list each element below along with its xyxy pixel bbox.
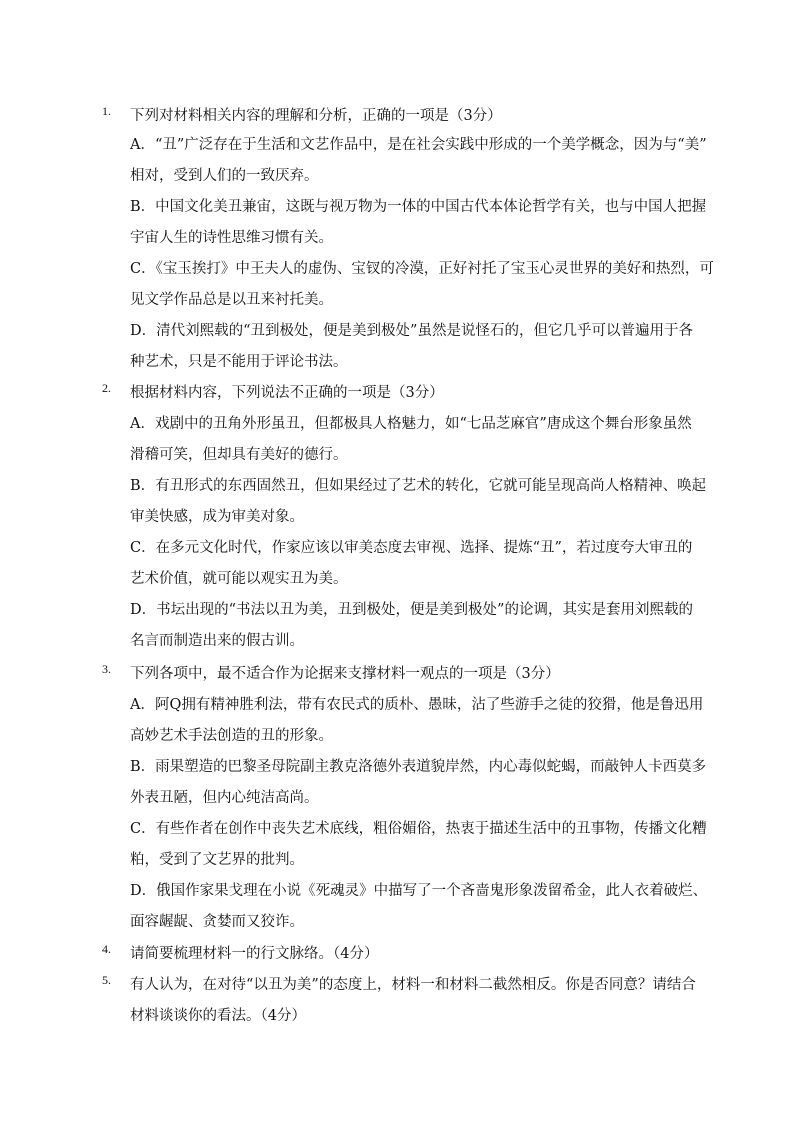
option-line: 宇宙人生的诗性思维习惯有关。	[130, 230, 333, 246]
option-line: D．清代刘熙载的“丑到极处，便是美到极处”虽然是说怪石的，但它几乎可以普遍用于各	[130, 323, 693, 339]
option-c	[130, 254, 715, 316]
option-line: A．阿Q拥有精神胜利法，带有农民式的质朴、愚昧，沾了些游手之徒的狡猾，他是鲁迅用	[130, 697, 704, 713]
option-b	[130, 471, 715, 533]
question-number: 2.	[102, 381, 111, 395]
option-line: 外表丑陋，但内心纯洁高尚。	[130, 790, 319, 806]
option-line: C．在多元文化时代，作家应该以审美态度去审视、选择、提炼“丑”，若过度夸大审丑的	[130, 540, 693, 556]
option-line: 种艺术，只是不能用于评论书法。	[130, 354, 348, 370]
option-line: B．有丑形式的东西固然丑，但如果经过了艺术的转化，它就可能呈现高尚人格精神、唤起	[130, 478, 707, 494]
option-line: C．《宝玉挨打》中王夫人的虚伪、宝钗的冷漠，正好衬托了宝玉心灵世界的美好和热烈，可	[130, 261, 714, 277]
option-line: A．“丑”广泛存在于生活和文艺作品中，是在社会实践中形成的一个美学概念，因为与“美”	[130, 137, 707, 153]
option-line: 高妙艺术手法创造的丑的形象。	[130, 728, 333, 744]
option-d	[130, 316, 715, 378]
question-number: 5.	[102, 973, 111, 987]
question-number: 4.	[102, 942, 111, 956]
question-stem: 根据材料内容，下列说法不正确的一项是（3分）	[130, 385, 444, 401]
option-line: A．戏剧中的丑角外形虽丑，但都极具人格魅力，如“七品芝麻官”唐成这个舞台形象虽然	[130, 416, 692, 432]
question-stem	[130, 970, 710, 1032]
option-line: 粕，受到了文艺界的批判。	[130, 852, 304, 868]
option-line: D．俄国作家果戈理在小说《死魂灵》中描写了一个吝啬鬼形象泼留希金，此人衣着破烂、	[130, 883, 708, 899]
question-stem: 下列对材料相关内容的理解和分析，正确的一项是（3分）	[130, 108, 502, 124]
option-line: 名言而制造出来的假古训。	[130, 633, 304, 649]
option-line: 相对，受到人们的一致厌弃。	[130, 168, 319, 184]
question-stem: 下列各项中，最不适合作为论据来支撑材料一观点的一项是（3分）	[130, 666, 560, 682]
option-a	[130, 690, 715, 752]
option-c	[130, 814, 715, 876]
option-d	[130, 595, 715, 657]
option-line: 见文学作品总是以丑来衬托美。	[130, 292, 333, 308]
option-line: B．中国文化美丑兼宙，这既与视万物为一体的中国古代本体论哲学有关，也与中国人把握	[130, 199, 707, 215]
option-line: 艺术价值，就可能以观实丑为美。	[130, 571, 348, 587]
option-c	[130, 533, 715, 595]
option-b	[130, 192, 715, 254]
option-d	[130, 876, 715, 938]
option-a	[130, 130, 715, 192]
stem-line: 材料谈谈你的看法。（4分）	[130, 1008, 306, 1024]
option-line: D．书坛出现的“书法以丑为美，丑到极处，便是美到极处”的论调，其实是套用刘熙载的	[130, 602, 693, 618]
option-line: 面容龌龊、贪婪而又狡诈。	[130, 914, 304, 930]
option-line: C．有些作者在创作中丧失艺术底线，粗俗媚俗，热衷于描述生活中的丑事物，传播文化糟	[130, 821, 707, 837]
option-line: 审美快感，成为审美对象。	[130, 509, 304, 525]
option-a	[130, 409, 715, 471]
question-number: 3.	[102, 662, 111, 676]
question-number: 1.	[102, 104, 111, 118]
stem-line: 有人认为，在对待“以丑为美”的态度上，材料一和材料二截然相反。你是否同意？请结合	[130, 977, 696, 993]
option-line: B．雨果塑造的巴黎圣母院副主教克洛德外表道貌岸然，内心毒似蛇蝎，而敲钟人卡西莫多	[130, 759, 707, 775]
question-stem: 请简要梳理材料一的行文脉络。（4分）	[130, 946, 379, 962]
option-line: 滑稽可笑，但却具有美好的德行。	[130, 447, 348, 463]
option-b	[130, 752, 715, 814]
